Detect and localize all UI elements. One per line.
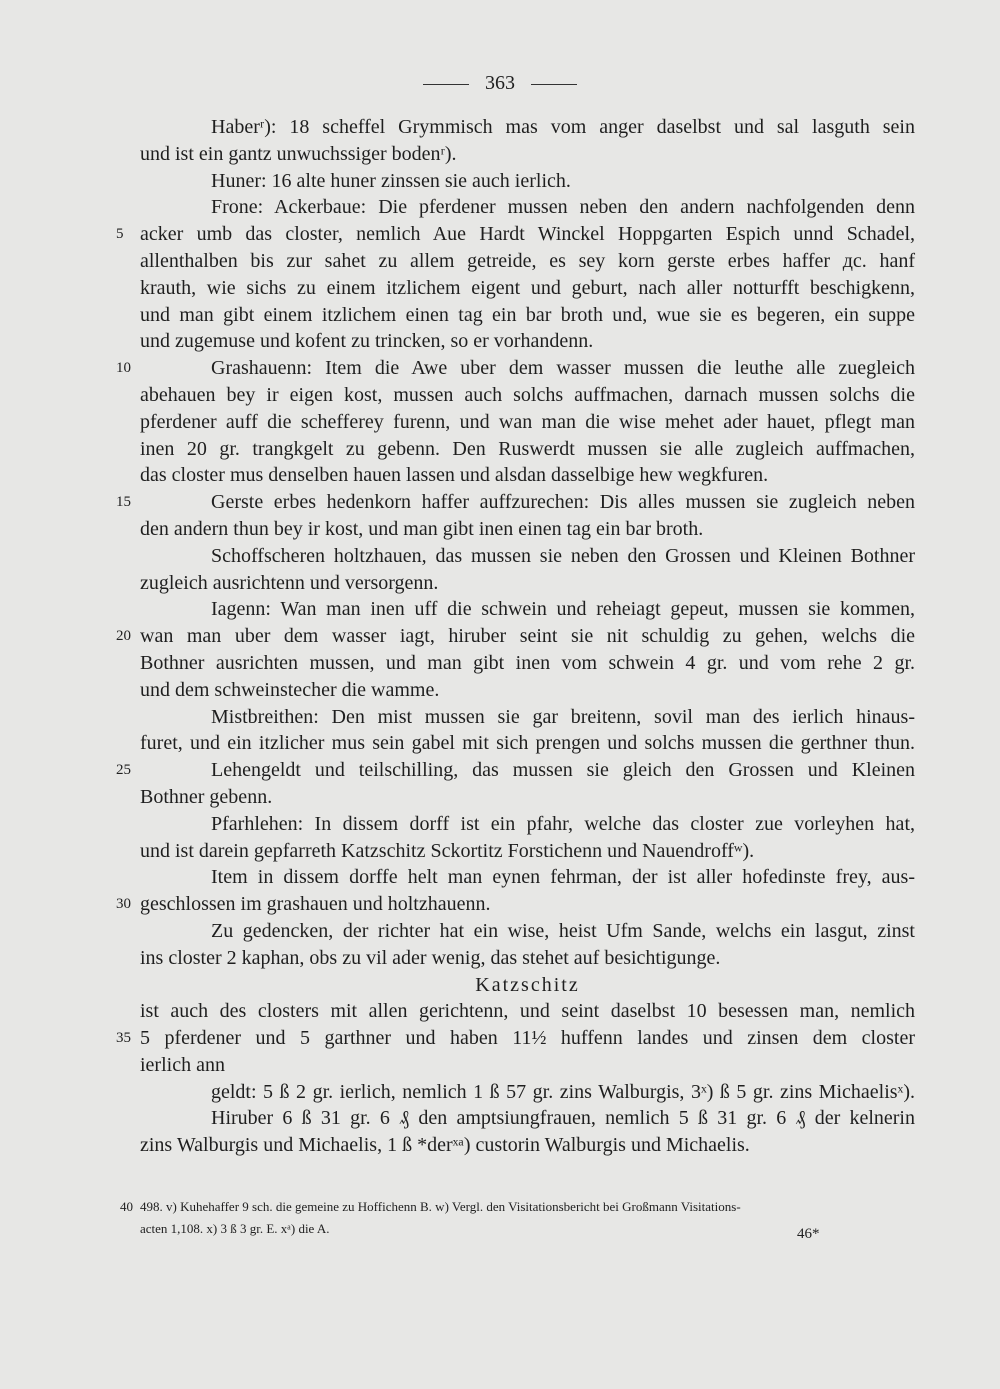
line-number: 30 — [116, 896, 131, 913]
footnote-line — [120, 1196, 920, 1218]
text-line — [116, 1025, 915, 1052]
line-text: und man gibt einem itzlichem einen tag ein bar broth und, wue sie es begeren, ein suppe — [140, 303, 915, 326]
line-text: wan man uber dem wasser iagt, hiruber seint sie nit schuldig zu gehen, welchs die — [140, 625, 915, 648]
line-text: Bothner ausrichten mussen, und man gibt inen vom schwein 4 gr. und vom rehe 2 gr. — [140, 651, 915, 674]
text-line — [140, 516, 915, 543]
text-line — [140, 275, 915, 302]
line-number: 40 — [120, 1199, 133, 1214]
line-text: Pfarhlehen: In dissem dorff ist ein pfahr, welche das closter zue vorleyhen hat, — [211, 812, 915, 835]
line-text: acker umb das closter, nemlich Aue Hardt Winckel Hoppgarten Espich unnd Schadel, — [140, 223, 915, 246]
line-text: zugleich ausrichtenn und versorgenn. — [140, 571, 439, 594]
footnote-text: 498. v) Kuhehaffer 9 sch. die gemeine zu Hoffichenn B. w) Vergl. den Visitationsbericht bei Großmann Visitations- — [140, 1199, 741, 1214]
line-number: 35 — [116, 1030, 131, 1047]
line-number: 25 — [116, 762, 131, 779]
line-number: 10 — [116, 360, 131, 377]
line-text: inen 20 gr. trangkgelt zu gebenn. Den Ruswerdt mussen sie alle zugleich auffmachen, — [140, 437, 915, 460]
line-text: zins Walburgis und Michaelis, 1 ß *derˣᵃ) custorin Walburgis und Michaelis. — [140, 1134, 750, 1157]
line-text: Huner: 16 alte huner zinssen sie auch ierlich. — [211, 169, 571, 192]
signature-mark: 46* — [797, 1226, 820, 1242]
text-line — [140, 114, 915, 141]
text-line — [140, 596, 915, 623]
line-number: 20 — [116, 628, 131, 645]
line-text: allenthalben bis zur sahet zu allem getreide, es sey korn gerste erbes haffer дc. hanf — [140, 249, 915, 272]
text-line — [140, 1052, 915, 1079]
line-text: geschlossen im grashauen und holtzhauenn. — [140, 893, 491, 916]
text-line — [140, 302, 915, 329]
text-line — [116, 221, 915, 248]
footnote-text: acten 1,108. x) 3 ß 3 gr. E. xᵃ) die A. — [140, 1221, 330, 1236]
line-text: und dem schweinstecher die wamme. — [140, 678, 440, 701]
text-line — [140, 1079, 915, 1106]
text-line — [140, 194, 915, 221]
text-line — [140, 811, 915, 838]
text-line — [116, 623, 915, 650]
header-rule-left — [423, 84, 469, 85]
line-number: 5 — [116, 226, 124, 243]
text-line — [140, 409, 915, 436]
line-text: ist auch des closters mit allen gerichtenn, und seint daselbst 10 besessen man, nemlich — [140, 1000, 915, 1023]
text-line — [140, 248, 915, 275]
text-line — [140, 998, 915, 1025]
line-text: 5 pferdener und 5 garthner und haben 11½ huffenn landes und zinsen dem closter — [140, 1027, 915, 1050]
line-text: Mistbreithen: Den mist mussen sie gar breitenn, sovil man des ierlich hinaus- — [211, 705, 915, 728]
text-line — [140, 1132, 915, 1159]
text-line — [140, 328, 915, 355]
text-line — [140, 382, 915, 409]
text-line — [140, 730, 915, 757]
line-text: Hiruber 6 ß 31 gr. 6 ₰ den amptsiungfrauen, nemlich 5 ß 31 gr. 6 ₰ der kelnerin — [211, 1107, 915, 1130]
line-number: 15 — [116, 494, 131, 511]
line-text: furet, und ein itzlicher mus sein gabel mit sich prengen und solchs mussen die gerthner thun. — [140, 732, 915, 755]
line-text: und zugemuse und kofent zu trincken, so er vorhandenn. — [140, 330, 594, 353]
text-line — [140, 462, 915, 489]
line-text: Schoffscheren holtzhauen, das mussen sie neben den Grossen und Kleinen Bothner — [211, 544, 915, 567]
header-rule-right — [531, 84, 577, 85]
line-text: pferdener auff die schefferey furenn, und wan man die wise mehet ader hauet, pflegt man — [140, 410, 915, 433]
line-text: abehauen bey ir eigen kost, mussen auch solchs auffmachen, darnach mussen solchs die — [140, 383, 915, 406]
section-heading — [140, 972, 915, 999]
text-line — [116, 489, 915, 516]
line-text: den andern thun bey ir kost, und man gibt inen einen tag ein bar broth. — [140, 517, 704, 540]
line-text: Bothner gebenn. — [140, 785, 273, 808]
line-text: Gerste erbes hedenkorn haffer auffzurechen: Dis alles mussen sie zugleich neben — [211, 491, 915, 514]
text-line — [140, 945, 915, 972]
line-text: und ist ein gantz unwuchssiger bodenʳ). — [140, 142, 457, 165]
line-text: krauth, wie sichs zu einem itzlichem eigent und geburt, nach aller notturfft beschigkenn, — [140, 276, 915, 299]
line-text: Item in dissem dorffe helt man eynen fehrman, der ist aller hofedinste frey, aus- — [211, 866, 915, 889]
page-header — [0, 72, 1000, 95]
text-line — [140, 570, 915, 597]
line-text: und ist darein gepfarreth Katzschitz Sckortitz Forstichenn und Nauendroffʷ). — [140, 839, 755, 862]
text-line — [116, 355, 915, 382]
page-number: 363 — [485, 72, 515, 94]
line-text: Haberʳ): 18 scheffel Grymmisch mas vom anger daselbst und sal lasguth sein — [211, 116, 915, 138]
line-text: Katzschitz — [475, 973, 580, 996]
text-line — [140, 704, 915, 731]
text-line — [140, 677, 915, 704]
line-text: Zu gedencken, der richter hat ein wise, heist Ufm Sande, welchs ein lasgut, zinst — [211, 919, 915, 942]
line-text: Iagenn: Wan man inen uff die schwein und reheiagt gepeut, mussen sie kommen, — [211, 598, 915, 621]
text-line — [140, 141, 915, 168]
line-text: Lehengeldt und teilschilling, das mussen sie gleich den Grossen und Kleinen — [211, 759, 915, 782]
line-text: das closter mus denselben hauen lassen und alsdan dasselbige hew wegkfuren. — [140, 464, 769, 487]
body-text — [116, 114, 915, 1159]
text-line — [116, 891, 915, 918]
text-line — [116, 757, 915, 784]
text-line — [140, 1105, 915, 1132]
line-text: ierlich ann — [140, 1053, 225, 1076]
line-text: geldt: 5 ß 2 gr. ierlich, nemlich 1 ß 57 gr. zins Walburgis, 3ˣ) ß 5 gr. zins Michaelisˣ). — [211, 1080, 915, 1103]
text-line — [140, 168, 915, 195]
text-line — [140, 543, 915, 570]
text-line — [140, 864, 915, 891]
text-line — [140, 838, 915, 865]
text-line — [140, 918, 915, 945]
line-text: Frone: Ackerbaue: Die pferdener mussen neben den andern nachfolgenden denn — [211, 196, 915, 219]
text-line — [140, 784, 915, 811]
text-line — [140, 650, 915, 677]
line-text: Grashauenn: Item die Awe uber dem wasser mussen die leuthe alle zuegleich — [211, 357, 915, 380]
text-line — [140, 436, 915, 463]
line-text: ins closter 2 kaphan, obs zu vil ader wenig, das stehet auf besichtigunge. — [140, 946, 721, 969]
